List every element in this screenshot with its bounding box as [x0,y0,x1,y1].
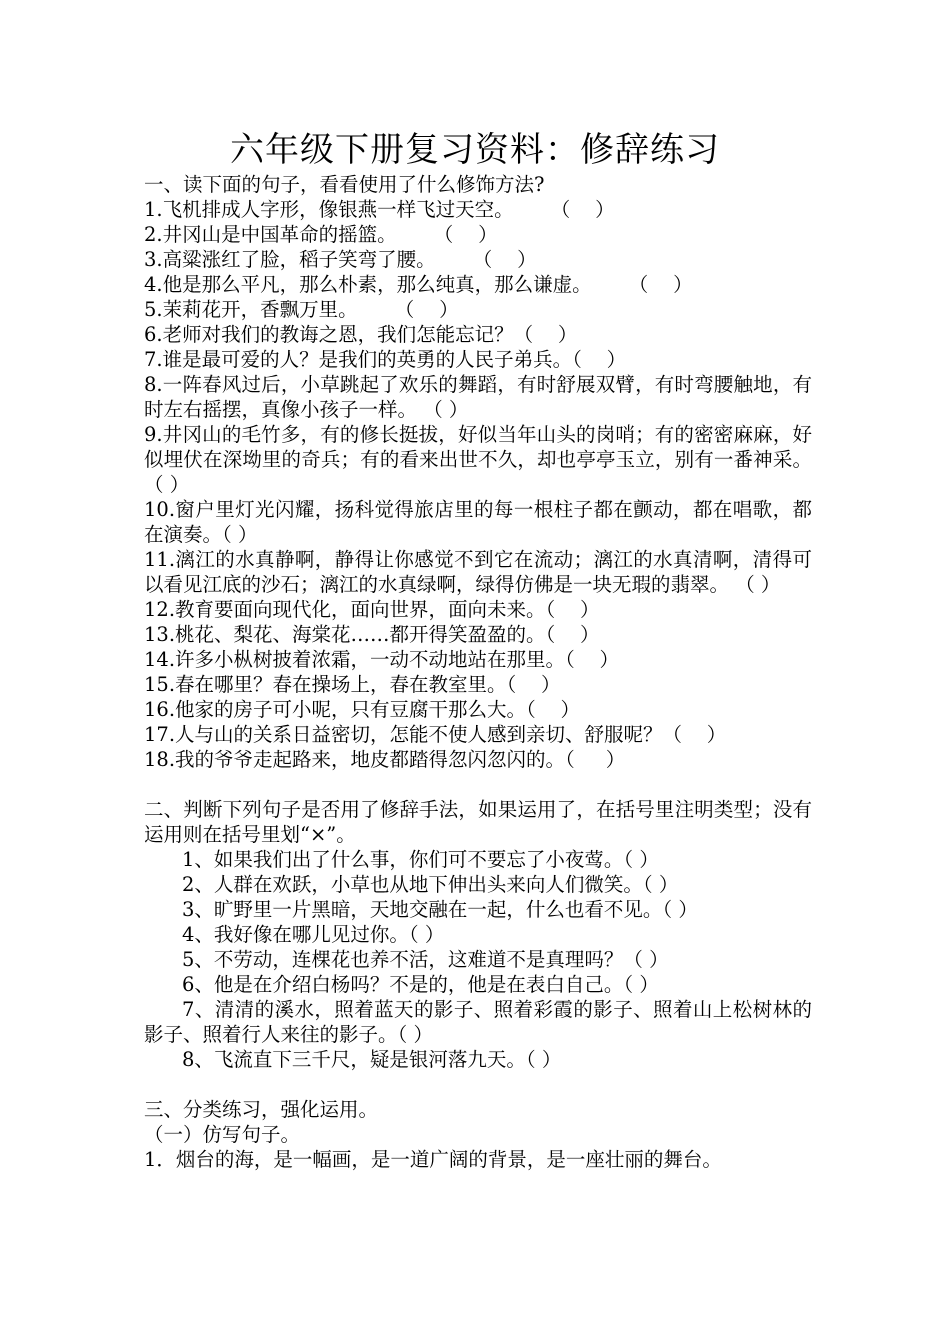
section2-heading: 二、判断下列句子是否用了修辞手法，如果运用了，在括号里注明类型；没有运用则在括号里划“×”。 [144,798,812,846]
section1-item-7: 7.谁是最可爱的人？是我们的英勇的人民子弟兵。（ ） [144,348,627,371]
section2-item-7: 7、清清的溪水，照着蓝天的影子、照着彩霞的影子、照着山上松树林的影子、照着行人来往的影子。（ ） [144,998,812,1046]
section3-item-1: 1．烟台的海，是一幅画，是一道广阔的背景，是一座壮丽的舞台。 [144,1148,722,1171]
section1-item-13: 13.桃花、梨花、海棠花……都开得笑盈盈的。（ ） [144,623,600,646]
section1-item-1: 1.飞机排成人字形，像银燕一样飞过天空。 （ ） [144,198,615,221]
section1-item-16: 16.他家的房子可小呢，只有豆腐干那么大。（ ） [144,698,581,721]
section2-item-4: 4、我好像在哪儿见过你。（ ） [182,923,445,946]
section1-item-9: 9.井冈山的毛竹多，有的修长挺拔，好似当年山头的岗哨；有的密密麻麻，好似埋伏在深坳里的奇兵；有的看来出世不久，却也亭亭玉立，别有一番神采。（ ） [144,423,812,496]
document-body [144,172,812,1172]
spacer [144,1072,812,1097]
section2-item-2: 2、人群在欢跃，小草也从地下伸出头来向人们微笑。（ ） [182,873,679,896]
section1-item-2: 2.井冈山是中国革命的摇篮。 （ ） [144,223,498,246]
section1-item-11: 11.漓江的水真静啊，静得让你感觉不到它在流动；漓江的水真清啊，清得可以看见江底的沙石；漓江的水真绿啊，绿得仿佛是一块无瑕的翡翠。 （ ） [144,548,812,596]
section2-item-3: 3、旷野里一片黑暗，天地交融在一起，什么也看不见。（ ） [182,898,698,921]
section1-item-4: 4.他是那么平凡，那么朴素，那么纯真，那么谦虚。 （ ） [144,273,693,296]
section1-item-15: 15.春在哪里？春在操场上，春在教室里。（ ） [144,673,561,696]
spacer [144,772,812,797]
section1-heading: 一、读下面的句子，看看使用了什么修饰方法? [144,173,545,196]
section1-item-14: 14.许多小枞树披着浓霜，一动不动地站在那里。（ ） [144,648,620,671]
section1-item-3: 3.高粱涨红了脸，稻子笑弯了腰。 （ ） [144,248,537,271]
section1-item-10: 10.窗户里灯光闪耀，扬科觉得旅店里的每一根柱子都在颤动，都在唱歌，都在演奏。（ ） [144,498,812,546]
section2-item-5: 5、不劳动，连棵花也养不活，这难道不是真理吗？（ ） [182,948,669,971]
section3-heading: 三、分类练习，强化运用。 [144,1098,379,1121]
section1-item-18: 18.我的爷爷走起路来，地皮都踏得忽闪忽闪的。（ ） [144,748,626,771]
section1-item-12: 12.教育要面向现代化，面向世界，面向未来。（ ） [144,598,600,621]
section3-subheading: （一）仿写句子。 [144,1123,301,1146]
section1-item-8: 8.一阵春风过后，小草跳起了欢乐的舞蹈，有时舒展双臂，有时弯腰触地，有时左右摇摆，真像小孩子一样。 （ ） [144,373,812,421]
page-title: 六年级下册复习资料：修辞练习 [230,130,720,170]
section1-item-17: 17.人与山的关系日益密切，怎能不使人感到亲切、舒服呢？（ ） [144,723,727,746]
section1-item-5: 5.茉莉花开，香飘万里。 （ ） [144,298,459,321]
section2-item-1: 1、如果我们出了什么事，你们可不要忘了小夜莺。（ ） [182,848,659,871]
section2-item-6: 6、他是在介绍白杨吗？不是的，他是在表白自己。（ ） [182,973,659,996]
section2-item-8: 8、飞流直下三千尺，疑是银河落九天。（ ） [182,1048,562,1071]
section1-item-6: 6.老师对我们的教诲之恩，我们怎能忘记？（ ） [144,323,578,346]
